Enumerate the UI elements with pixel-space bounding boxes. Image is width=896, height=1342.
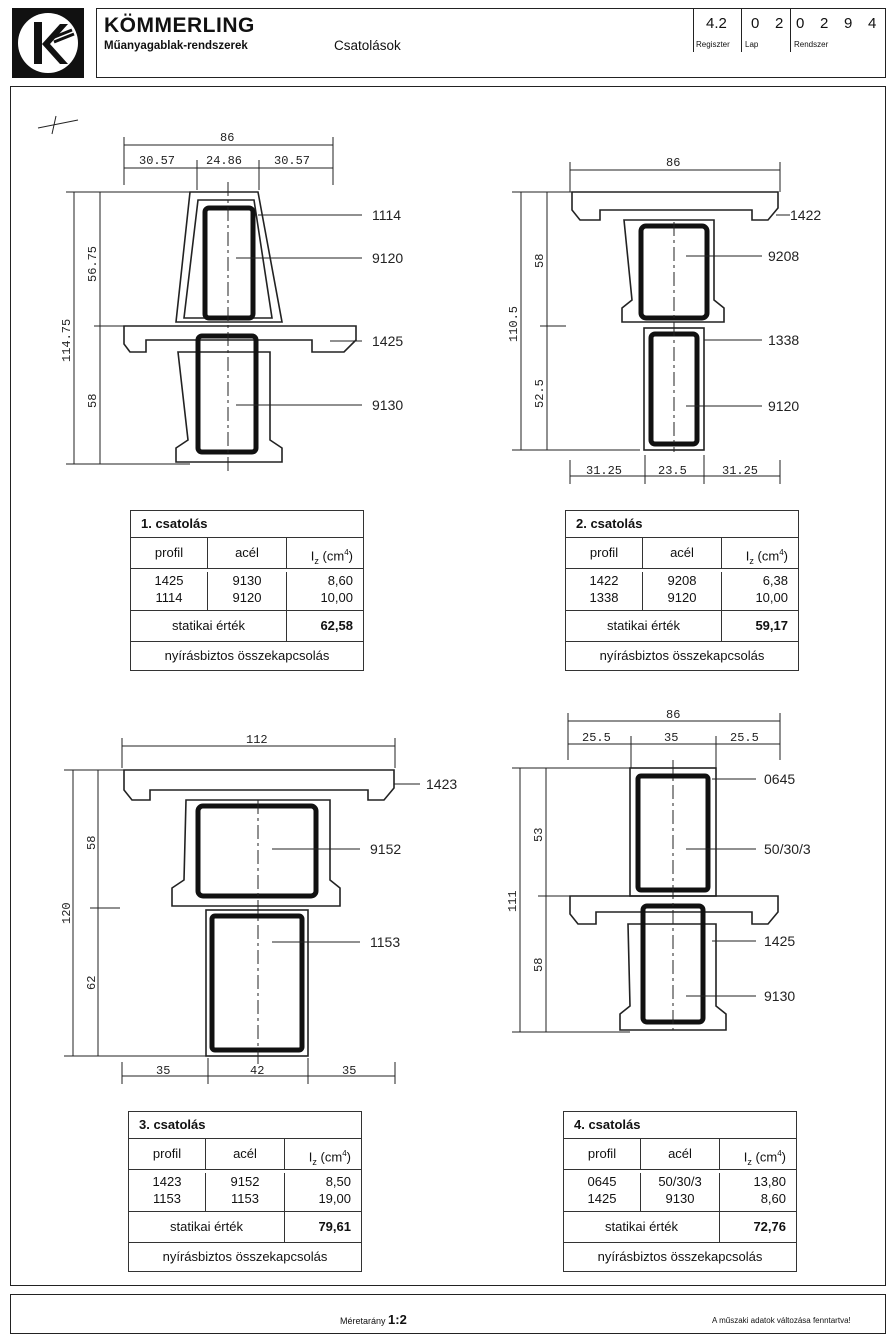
scale-info (340, 1312, 407, 1327)
static-row: statikai érték 62,58 (131, 611, 363, 642)
table-header-row: profil acél $I_z$ $(cm^4)$ (564, 1139, 796, 1170)
dim-part: 35 (664, 731, 679, 745)
shear-note: nyírásbiztos összekapcsolás (162, 1249, 328, 1264)
table-header-row: profil acél $I_z$ $(cm^4)$ (129, 1139, 361, 1170)
static-value: 59,17 (755, 618, 788, 633)
col-profil: profil (131, 538, 208, 568)
system-label: Rendszer (794, 40, 829, 49)
system-digit: 9 (844, 15, 853, 32)
profile-label: 9208 (768, 248, 800, 264)
register-number: 4.2 (706, 15, 727, 32)
dim-lower: 58 (532, 957, 546, 972)
static-row: statikai érték 72,76 (564, 1212, 796, 1243)
coupling-2-table (565, 510, 799, 671)
profile-label: 1423 (426, 776, 458, 792)
dim-upper: 56.75 (86, 245, 100, 282)
dim-part: 31.25 (586, 464, 623, 478)
scale-value: 1:2 (388, 1312, 407, 1327)
dim-width: 86 (666, 156, 681, 170)
dim-height: 111 (506, 890, 520, 912)
scale-label: Méretarány (340, 1316, 386, 1326)
dim-upper: 53 (532, 827, 546, 842)
dim-width: 112 (246, 733, 268, 747)
static-value: 62,58 (320, 618, 353, 633)
profile-label: 9120 (768, 398, 800, 414)
footer-box (10, 1294, 886, 1334)
table-row: 1423 1153 9152 1153 8,50 19,00 (129, 1170, 361, 1212)
table-title: 2. csatolás (566, 511, 798, 538)
static-value: 79,61 (318, 1219, 351, 1234)
table-row: 1425 1114 9130 9120 8,60 10,00 (131, 569, 363, 611)
lap-digit: 2 (775, 15, 784, 32)
shear-note: nyírásbiztos összekapcsolás (599, 648, 765, 663)
coupling-1-drawing (60, 131, 403, 472)
dim-part: 35 (342, 1064, 357, 1078)
col-acel: acél (208, 538, 287, 568)
dim-width: 86 (220, 131, 235, 145)
register-label: Regiszter (696, 40, 730, 49)
page-title: Csatolások (334, 38, 401, 53)
profile-label: 1338 (768, 332, 800, 348)
dim-height: 120 (60, 902, 74, 924)
dim-part: 25.5 (582, 731, 611, 745)
dim-lower: 52.5 (533, 379, 547, 408)
dim-upper: 58 (85, 835, 99, 850)
table-header-row (131, 538, 363, 569)
system-digit: 4 (868, 15, 877, 32)
table-row: 0645 1425 50/30/3 9130 13,80 8,60 (564, 1170, 796, 1212)
profile-label: 1114 (372, 207, 402, 223)
footer-note: A műszaki adatok változása fenntartva! (712, 1316, 851, 1325)
system-digit: 2 (820, 15, 829, 32)
dim-lower: 62 (85, 975, 99, 990)
dim-part: 24.86 (206, 154, 243, 168)
brand-name: KÖMMERLING (104, 14, 255, 37)
dim-part: 31.25 (722, 464, 759, 478)
dim-height: 110.5 (507, 305, 521, 342)
dim-part: 42 (250, 1064, 265, 1078)
table-header-row: profil acél $I_z$ $(cm^4)$ (566, 538, 798, 569)
static-value: 72,76 (753, 1219, 786, 1234)
coupling-2-drawing (507, 156, 821, 484)
table-title: 1. csatolás (131, 511, 363, 538)
static-row: statikai érték 59,17 (566, 611, 798, 642)
profile-label: 1422 (790, 207, 822, 223)
shear-note: nyírásbiztos összekapcsolás (164, 648, 330, 663)
col-iz: $I_z$ $(cm^4)$ (310, 548, 353, 566)
profile-label: 9130 (764, 988, 796, 1004)
profile-label: 9152 (370, 841, 402, 857)
static-row: statikai érték 79,61 (129, 1212, 361, 1243)
table-title: 3. csatolás (129, 1112, 361, 1139)
profile-label: 0645 (764, 771, 796, 787)
dim-part: 30.57 (139, 154, 176, 168)
dim-part: 35 (156, 1064, 171, 1078)
profile-label: 50/30/3 (764, 841, 811, 857)
system-digit: 0 (796, 15, 805, 32)
shear-note: nyírásbiztos összekapcsolás (597, 1249, 763, 1264)
dim-part: 25.5 (730, 731, 759, 745)
dim-upper: 58 (533, 253, 547, 268)
profile-label: 9130 (372, 397, 404, 413)
lap-digit: 0 (751, 15, 760, 32)
dim-height: 114.75 (60, 318, 74, 362)
coupling-4-table (563, 1111, 797, 1272)
dim-lower: 58 (86, 393, 100, 408)
profile-label: 1425 (372, 333, 404, 349)
profile-label: 9120 (372, 250, 404, 266)
coupling-4-drawing (506, 708, 811, 1032)
table-title: 4. csatolás (564, 1112, 796, 1139)
brand-subtitle: Műanyagablak-rendszerek (104, 40, 248, 52)
profile-label: 1153 (370, 934, 401, 950)
dim-width: 86 (666, 708, 681, 722)
coupling-1-table (130, 510, 364, 671)
coupling-3-drawing (60, 733, 457, 1084)
table-row: 1422 1338 9208 9120 6,38 10,00 (566, 569, 798, 611)
coupling-3-table (128, 1111, 362, 1272)
dim-part: 23.5 (658, 464, 687, 478)
dim-part: 30.57 (274, 154, 311, 168)
pen-mark (38, 116, 78, 134)
lap-label: Lap (745, 40, 759, 49)
profile-label: 1425 (764, 933, 796, 949)
